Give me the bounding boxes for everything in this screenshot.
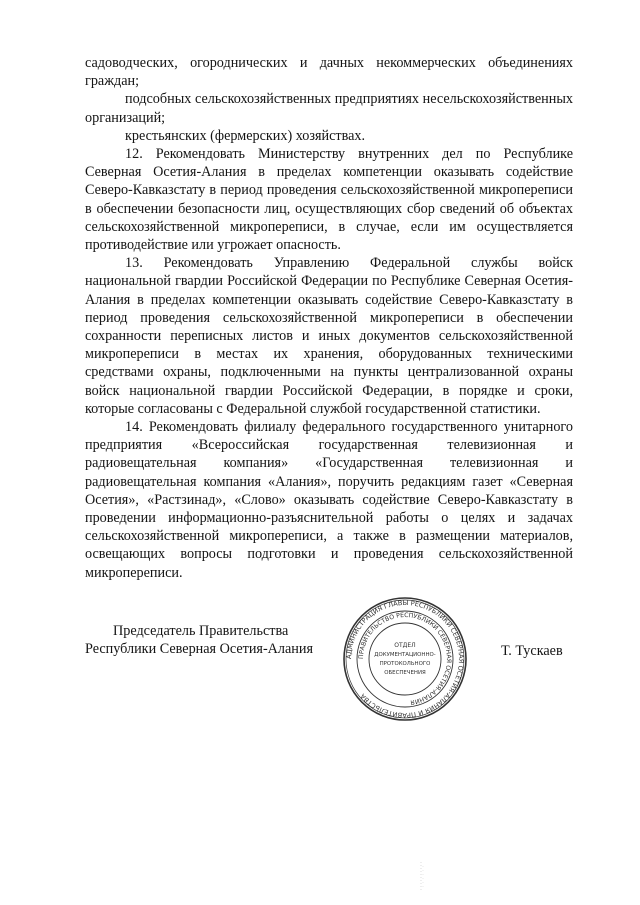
document-body [85, 54, 573, 582]
clause-14: 14. Рекомендовать филиалу федерального государственного унитарного предприятия «Всероссийская государственная телевизионная и радиовещательная компания» «Государственная телевизионная и радиовещательная компания «Алания», поручить редакциям газет «Северная Осетия», «Растзинад», «Слово» оказывать содействие Северо-Кавказстату в проведении информационно-разъяснительной работы о целях и задачах сельскохозяйственной микропереписи, а также в размещении материалов, освещающих вопросы подготовки и проведения сельскохозяйственной микропереписи. [85, 419, 573, 581]
official-seal [341, 595, 469, 723]
seal-center-line: ОТДЕЛ [394, 642, 416, 649]
list-item: крестьянских (фермерских) хозяйствах. [125, 127, 366, 144]
seal-center-line: ДОКУМЕНТАЦИОННО- [374, 652, 436, 658]
scan-artifact [418, 862, 426, 892]
position-line: Республики Северная Осетия-Алания [85, 641, 314, 658]
seal-center-line: ПРОТОКОЛЬНОГО [379, 661, 431, 667]
seal-outer-text: АДМИНИСТРАЦИЯ ГЛАВЫ РЕСПУБЛИКИ СЕВЕРНАЯ ОСЕТИЯ-АЛАНИЯ И ПРАВИТЕЛЬСТВА [344, 598, 466, 720]
list-item: садоводческих, огороднических и дачных некоммерческих объединениях граждан; [85, 55, 573, 90]
signatory-position [85, 622, 313, 658]
seal-inner-text: ПРАВИТЕЛЬСТВО РЕСПУБЛИКИ СЕВЕРНАЯ ОСЕТИЯ-АЛАНИЯ [357, 611, 453, 706]
seal-center-line: ОБЕСПЕЧЕНИЯ [384, 670, 426, 676]
list-item: подсобных сельскохозяйственных предприятиях несельскохозяйственных организаций; [85, 91, 573, 126]
position-line: Председатель Правительства [113, 623, 289, 639]
signatory-name: Т. Тускаев [501, 643, 563, 659]
clause-13: 13. Рекомендовать Управлению Федеральной службы войск национальной гвардии Российской Федерации по Республике Северная Осетия-Алания в пределах компетенции оказывать содействие Северо-Кавказстату в период проведения сельскохозяйственной микропереписи в обеспечении сохранности переписных листов и иных документов сельскохозяйственной микропереписи в местах их хранения, оборудованных техническими средствами охраны, подключенными на пункты централизованной охраны войск национальной гвардии Российской Федерации, в порядке и сроки, которые согласованы с Федеральной службой государственной статистики. [85, 255, 573, 417]
clause-12: 12. Рекомендовать Министерству внутренних дел по Республике Северная Осетия-Алания в пределах компетенции оказывать содействие Северо-Кавказстату в период проведения сельскохозяйственной микропереписи в обеспечении безопасности лиц, осуществляющих сбор сведений об объектах сельскохозяйственной микропереписи, в случае, если им осуществляется противодействие или угрожает опасность. [85, 146, 573, 254]
